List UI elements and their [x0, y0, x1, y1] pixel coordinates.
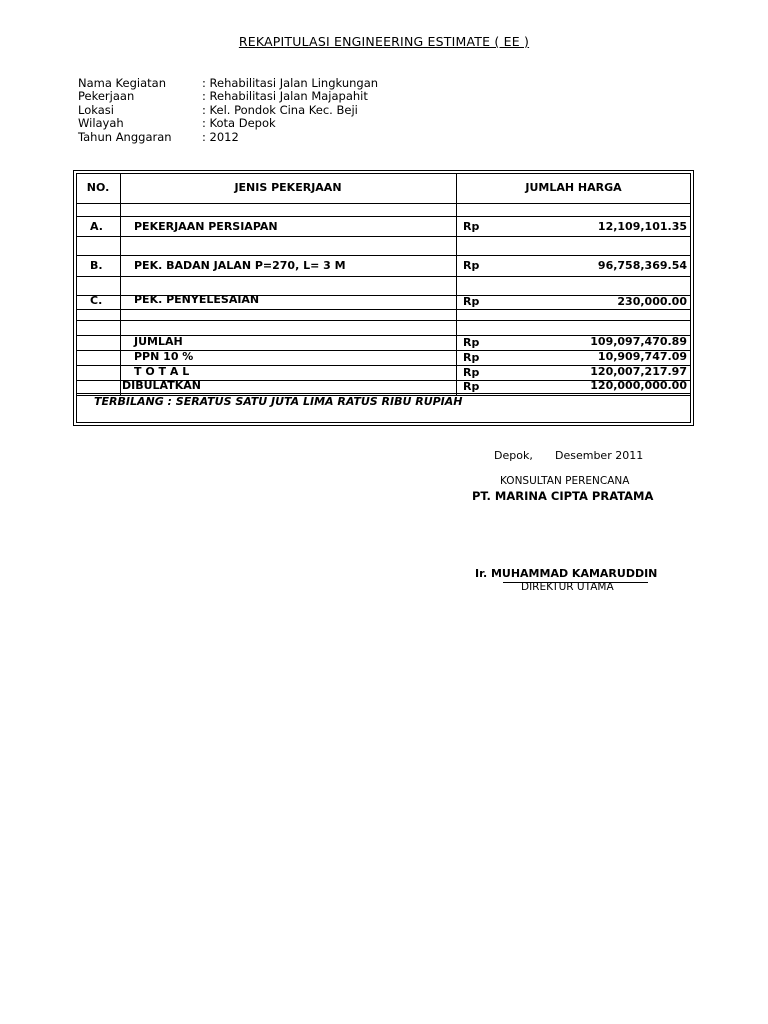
total-currency: Rp	[463, 351, 480, 364]
header-jenis-pekerjaan: JENIS PEKERJAAN	[234, 181, 342, 194]
signature-company: PT. MARINA CIPTA PRATAMA	[472, 489, 654, 503]
total-amount: 120,000,000.00	[590, 379, 687, 392]
total-amount: 10,909,747.09	[597, 350, 687, 363]
signature-name: Ir. MUHAMMAD KAMARUDDIN	[475, 567, 658, 580]
table-row-divider	[76, 236, 691, 237]
total-currency: Rp	[463, 366, 480, 379]
item-no: A.	[90, 220, 103, 233]
info-value: : Kota Depok	[202, 116, 276, 131]
item-amount: 12,109,101.35	[597, 220, 687, 233]
total-currency: Rp	[463, 336, 480, 349]
header-no: NO.	[86, 181, 110, 194]
signature-role: KONSULTAN PERENCANA	[500, 475, 630, 487]
info-label: Nama Kegiatan	[78, 76, 166, 90]
table-column-divider	[120, 173, 121, 395]
document-title: REKAPITULASI ENGINEERING ESTIMATE ( EE )	[238, 34, 530, 49]
table-row-divider	[76, 309, 691, 310]
total-amount: 109,097,470.89	[590, 335, 687, 348]
total-label-dibulatkan: DIBULATKAN	[122, 379, 201, 392]
total-amount: 120,007,217.97	[590, 365, 687, 378]
item-amount: 96,758,369.54	[597, 259, 687, 272]
item-amount: 230,000.00	[617, 295, 687, 308]
table-column-divider	[456, 173, 457, 395]
item-no: B.	[90, 259, 103, 272]
item-currency: Rp	[463, 295, 480, 308]
item-currency: Rp	[463, 259, 480, 272]
info-value: : Rehabilitasi Jalan Majapahit	[202, 89, 368, 104]
item-jenis: PEKERJAAN PERSIAPAN	[134, 220, 278, 233]
total-currency: Rp	[463, 380, 480, 393]
header-jumlah-harga: JUMLAH HARGA	[525, 181, 622, 194]
total-label-total: T O T A L	[134, 365, 190, 378]
total-label-jumlah: JUMLAH	[134, 335, 183, 348]
table-header-divider	[76, 203, 691, 204]
item-jenis: PEK. PENYELESAIAN	[134, 293, 260, 306]
item-currency: Rp	[463, 220, 480, 233]
info-value: : 2012	[202, 129, 239, 144]
total-label-ppn: PPN 10 %	[134, 350, 194, 363]
signature-place: Depok,	[494, 449, 533, 462]
table-row-divider	[76, 216, 691, 217]
signature-date: Desember 2011	[555, 449, 644, 462]
item-jenis: PEK. BADAN JALAN P=270, L= 3 M	[134, 259, 346, 272]
info-label: Wilayah	[78, 116, 124, 131]
info-label: Pekerjaan	[78, 89, 135, 104]
info-label: Tahun Anggaran	[78, 129, 172, 144]
terbilang-text: TERBILANG : SERATUS SATU JUTA LIMA RATUS RIBU RUPIAH	[94, 395, 463, 408]
table-row-divider	[76, 255, 691, 256]
info-value: : Kel. Pondok Cina Kec. Beji	[202, 102, 358, 117]
signature-position: DIREKTUR UTAMA	[521, 581, 614, 593]
table-row-divider	[76, 276, 691, 277]
table-row-divider	[76, 393, 691, 394]
item-no: C.	[90, 294, 103, 307]
info-value: : Rehabilitasi Jalan Lingkungan	[202, 76, 379, 90]
table-row-divider	[76, 320, 691, 321]
info-label: Lokasi	[78, 102, 114, 117]
